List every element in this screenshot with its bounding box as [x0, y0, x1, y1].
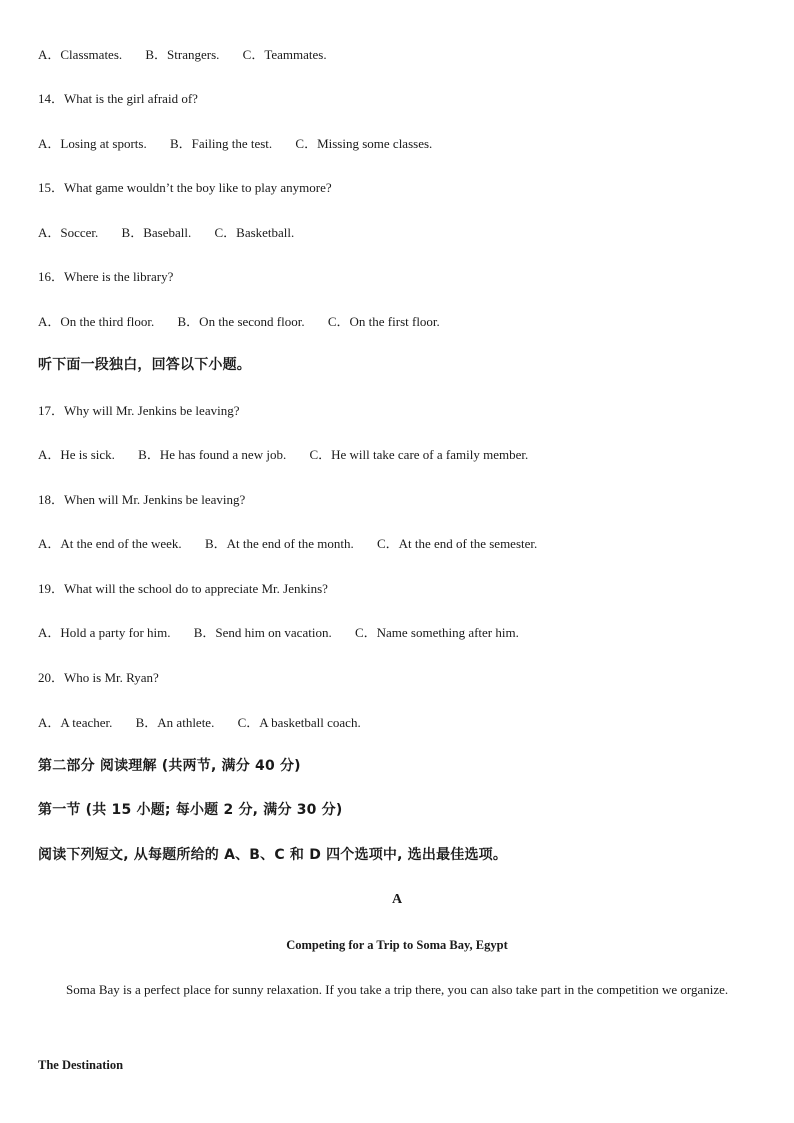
q14-options: [38, 136, 756, 152]
q15-option-b: B．Baseball.: [121, 225, 192, 240]
q18-option-a: A．At the end of the week.: [38, 536, 182, 551]
monologue-instruction: 听下面一段独白，回答以下小题。: [38, 357, 251, 373]
q18-options: [38, 536, 756, 552]
q20-option-c: C．A basketball coach.: [237, 715, 361, 730]
q18-question: 18．When will Mr. Jenkins be leaving?: [38, 492, 246, 507]
q17-options: [38, 447, 756, 463]
q20-option-a: A．A teacher.: [38, 715, 113, 730]
part2-title: 第二部分 阅读理解 (共两节, 满分 40 分): [38, 758, 301, 774]
q15-option-c: C．Basketball.: [214, 225, 295, 240]
q15-options: [38, 225, 756, 241]
q19-option-b: B．Send him on vacation.: [193, 625, 332, 640]
q18-option-b: B．At the end of the month.: [204, 536, 354, 551]
q16-question: 16．Where is the library?: [38, 269, 174, 284]
q16-option-b: B．On the second floor.: [177, 314, 305, 329]
part2-section1: 第一节 (共 15 小题; 每小题 2 分, 满分 30 分): [38, 802, 343, 818]
q14-option-b: B．Failing the test.: [169, 136, 273, 151]
part2-instruction: 阅读下列短文, 从每题所给的 A、B、C 和 D 四个选项中, 选出最佳选项。: [38, 847, 508, 863]
q17-question: 17．Why will Mr. Jenkins be leaving?: [38, 403, 240, 418]
q19-option-c: C．Name something after him.: [354, 625, 519, 640]
passage-title: Competing for a Trip to Soma Bay, Egypt: [286, 938, 508, 952]
q13-option-a: A．Classmates.: [38, 47, 123, 62]
q13-options: [38, 47, 756, 63]
q14-question: 14．What is the girl afraid of?: [38, 91, 198, 106]
q20-question: 20．Who is Mr. Ryan?: [38, 670, 159, 685]
q19-options: [38, 625, 756, 641]
q13-option-c: C．Teammates.: [242, 47, 327, 62]
q15-option-a: A．Soccer.: [38, 225, 99, 240]
q14-option-a: A．Losing at sports.: [38, 136, 147, 151]
q13-option-b: B．Strangers.: [145, 47, 220, 62]
q19-option-a: A．Hold a party for him.: [38, 625, 171, 640]
q18-option-c: C．At the end of the semester.: [376, 536, 538, 551]
q17-option-b: B．He has found a new job.: [138, 447, 287, 462]
q19-question: 19．What will the school do to appreciate Mr. Jenkins?: [38, 581, 328, 596]
q16-option-c: C．On the first floor.: [327, 314, 440, 329]
q14-option-c: C．Missing some classes.: [295, 136, 433, 151]
passage-letter: A: [391, 892, 403, 907]
q20-options: [38, 715, 756, 731]
q16-options: [38, 314, 756, 330]
q16-option-a: A．On the third floor.: [38, 314, 155, 329]
q17-option-a: A．He is sick.: [38, 447, 115, 462]
q17-option-c: C．He will take care of a family member.: [309, 447, 529, 462]
passage-subheading: The Destination: [38, 1058, 124, 1072]
q20-option-b: B．An athlete.: [135, 715, 215, 730]
q15-question: 15．What game wouldn’t the boy like to play anymore?: [38, 180, 332, 195]
passage-paragraph: Soma Bay is a perfect place for sunny relaxation. If you take a trip there, you can also take part in the competition we organize.: [66, 982, 729, 997]
